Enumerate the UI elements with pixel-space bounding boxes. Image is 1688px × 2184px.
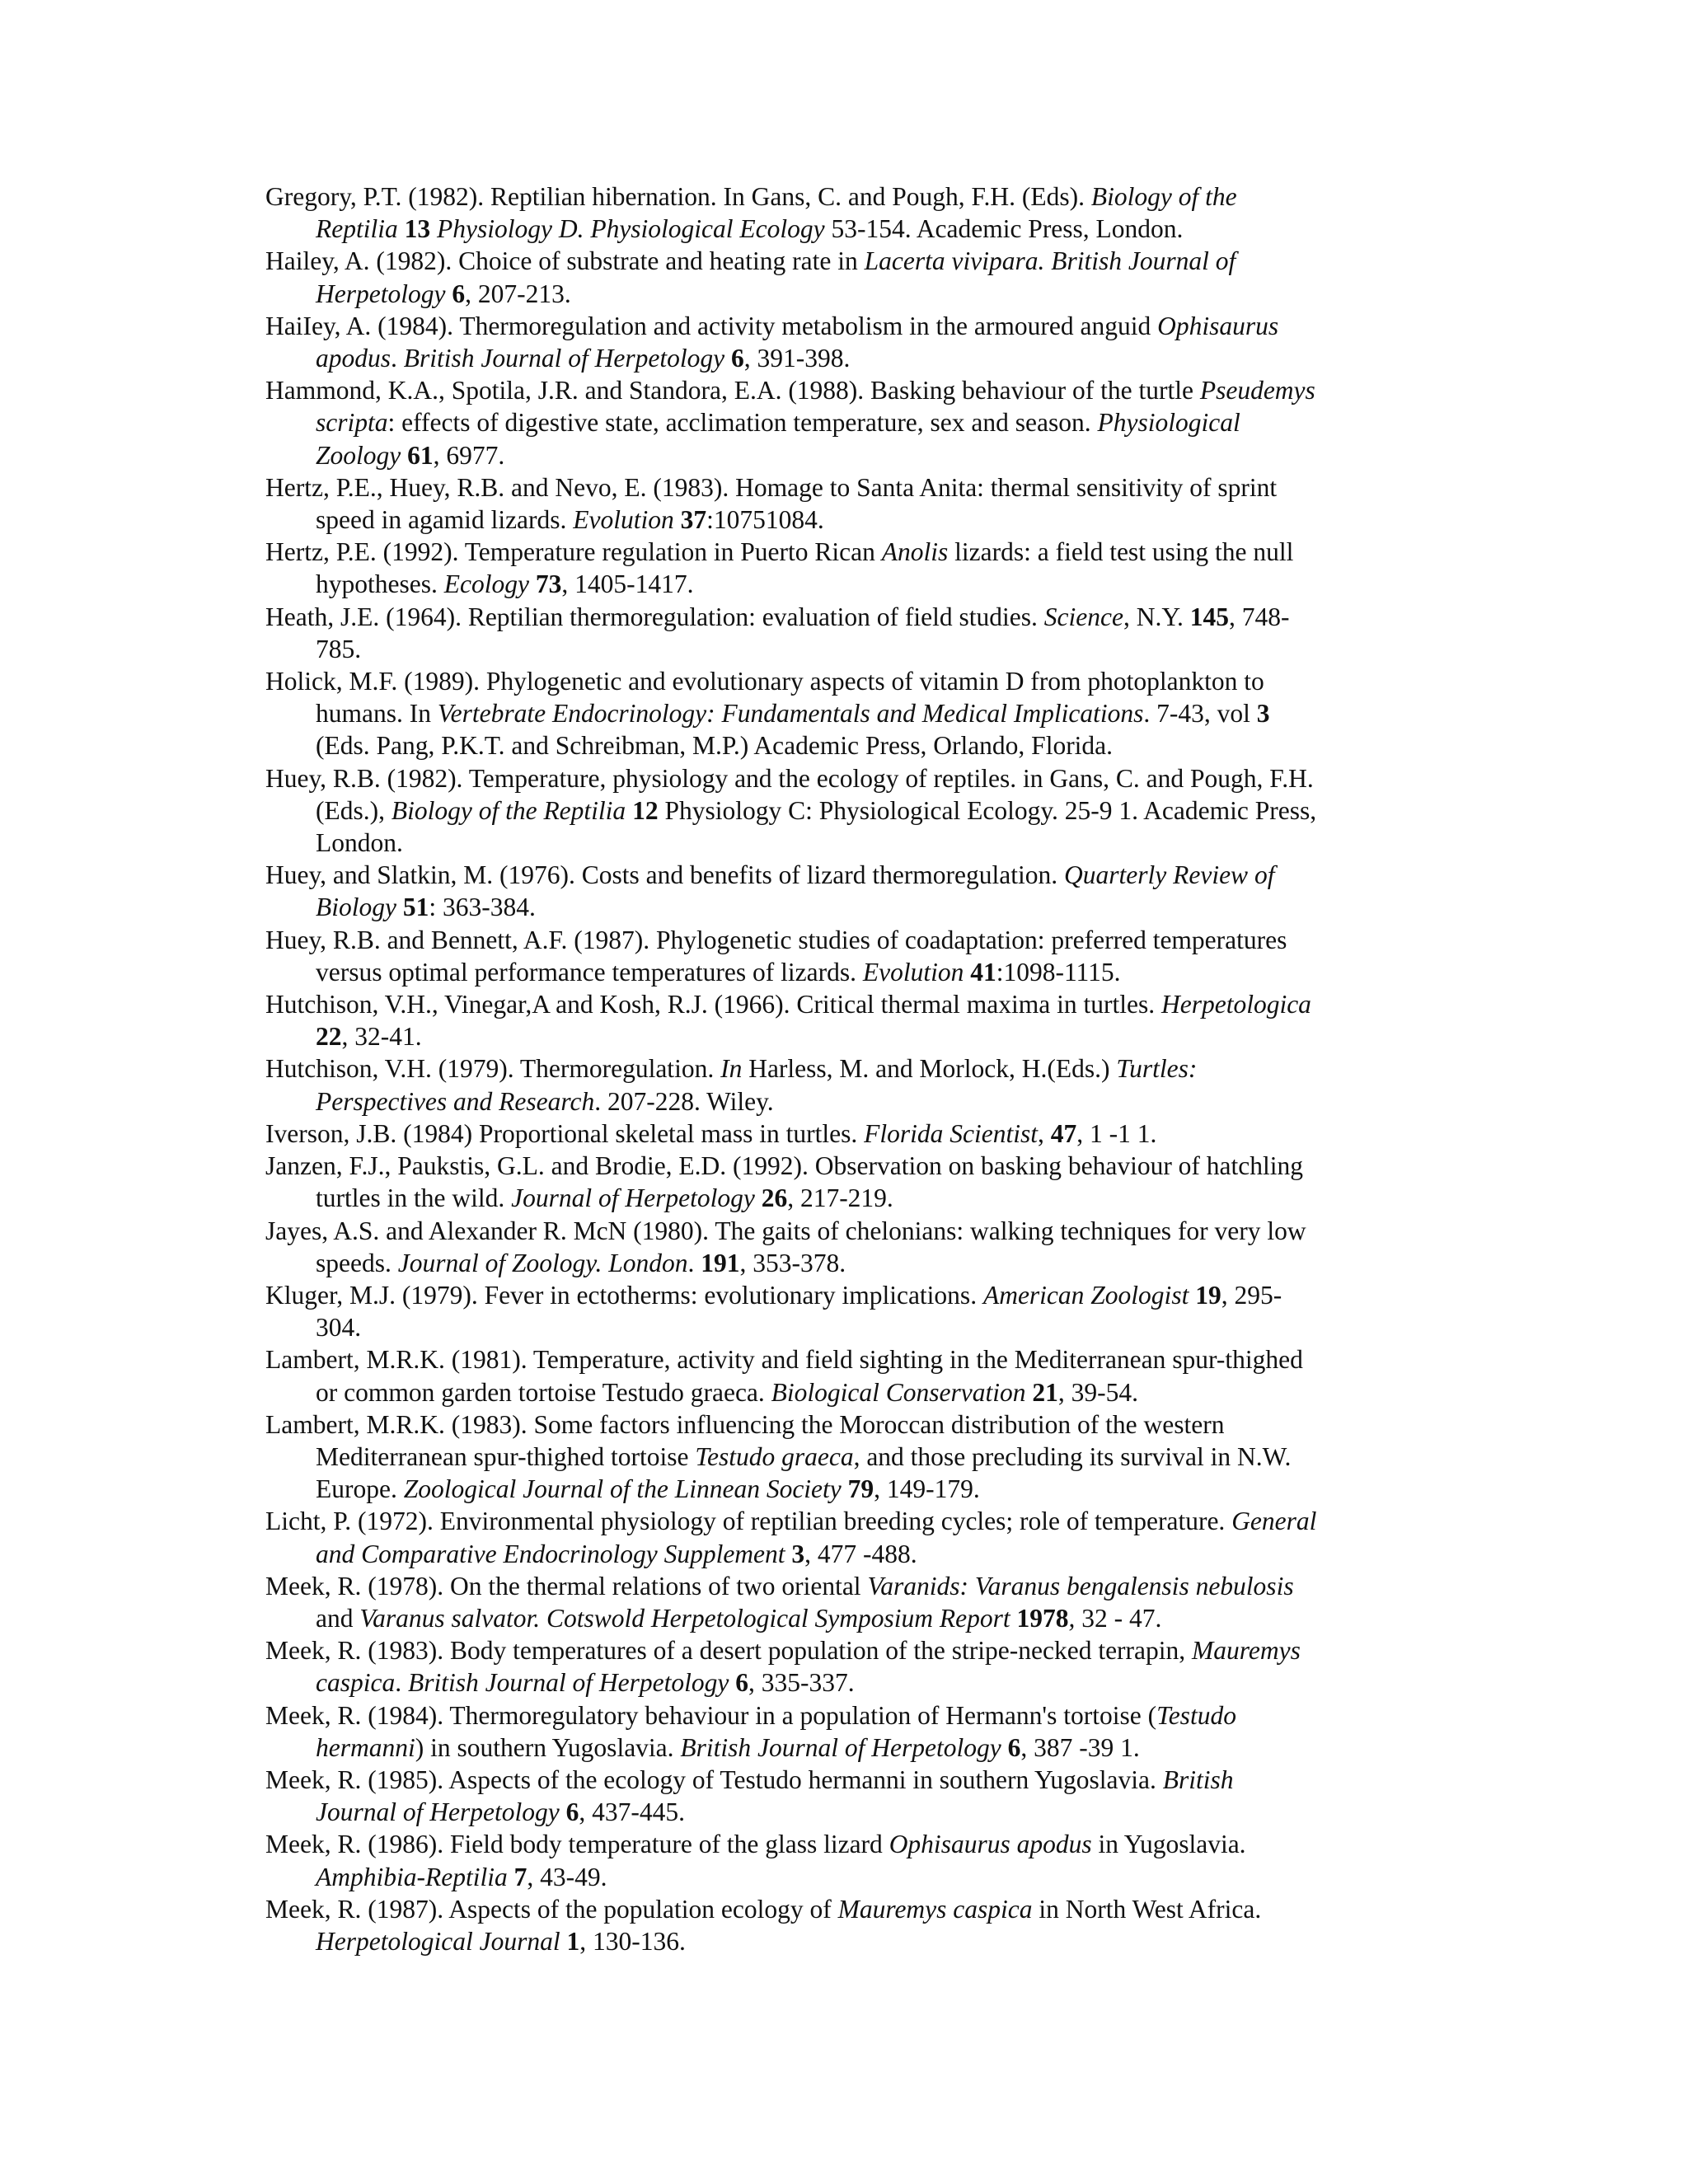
citation-text: (Eds.), bbox=[316, 795, 392, 825]
reference-continuation-line bbox=[265, 1182, 1436, 1214]
reference-first-line bbox=[265, 924, 1436, 956]
italic-text: Reptilia bbox=[316, 214, 398, 244]
citation-text: Hutchison, V.H. (1979). Thermoregulation. bbox=[265, 1054, 721, 1084]
italic-text: Herpetologica bbox=[1160, 990, 1311, 1019]
italic-text: hermanni bbox=[316, 1732, 415, 1762]
reference-continuation-line bbox=[265, 278, 1436, 310]
reference-first-line bbox=[265, 1052, 1436, 1085]
reference-entry bbox=[265, 1150, 1436, 1214]
volume-number: 37 bbox=[680, 505, 707, 535]
citation-text: , 149-179. bbox=[874, 1474, 980, 1504]
reference-first-line bbox=[265, 245, 1436, 277]
citation-text: . 207-228. Wiley. bbox=[594, 1086, 774, 1116]
italic-text: scripta bbox=[316, 408, 388, 438]
reference-continuation-line bbox=[265, 504, 1436, 536]
reference-first-line bbox=[265, 1893, 1436, 1925]
citation-text: hypotheses. bbox=[316, 569, 444, 599]
reference-entry bbox=[265, 1828, 1436, 1892]
reference-first-line bbox=[265, 1634, 1436, 1666]
italic-text: Mauremys caspica bbox=[837, 1894, 1033, 1924]
italic-text: American Zoologist bbox=[982, 1280, 1189, 1310]
citation-text: , 437-445. bbox=[579, 1797, 685, 1827]
italic-text: Zoological Journal of the Linnean Society bbox=[403, 1474, 842, 1504]
citation-text: , 6977. bbox=[433, 440, 505, 470]
citation-text: Hammond, K.A., Spotila, J.R. and Standora, E.A. (1988). Basking behaviour of the turtle bbox=[265, 376, 1200, 405]
reference-first-line bbox=[265, 601, 1436, 633]
italic-text: Florida Scientist bbox=[864, 1118, 1039, 1148]
citation-text: London. bbox=[316, 828, 403, 858]
italic-text: Physiology D. Physiological Ecology bbox=[436, 214, 825, 244]
volume-number: 26 bbox=[761, 1183, 788, 1213]
reference-first-line bbox=[265, 1570, 1436, 1602]
volume-number: 19 bbox=[1195, 1280, 1221, 1310]
reference-continuation-line bbox=[265, 827, 1436, 859]
reference-continuation-line bbox=[265, 1732, 1436, 1764]
reference-entry bbox=[265, 245, 1436, 309]
citation-text: Meek, R. (1978). On the thermal relations of two oriental bbox=[265, 1571, 868, 1601]
reference-entry bbox=[265, 1408, 1436, 1506]
volume-number: 6 bbox=[730, 344, 744, 373]
reference-entry bbox=[265, 536, 1436, 600]
citation-text: , 391-398. bbox=[743, 344, 851, 373]
reference-continuation-line bbox=[265, 729, 1436, 762]
citation-text: turtles in the wild. bbox=[316, 1183, 512, 1213]
italic-text: Journal of Zoology. London bbox=[397, 1248, 688, 1277]
citation-text: , 387 -39 1. bbox=[1020, 1732, 1140, 1762]
volume-number: 6 bbox=[452, 279, 466, 308]
citation-text: 32 - 47. bbox=[1075, 1603, 1162, 1633]
citation-text: Mediterranean spur-thighed tortoise bbox=[316, 1441, 696, 1471]
citation-text: (Eds. Pang, P.K.T. and Schreibman, M.P.) Academic Press, Orlando, Florida. bbox=[316, 731, 1114, 761]
reference-first-line bbox=[265, 1279, 1436, 1311]
citation-text: , and those precluding its survival in N.W. bbox=[853, 1441, 1292, 1471]
reference-continuation-line bbox=[265, 213, 1436, 245]
citation-text: , 130-136. bbox=[579, 1926, 686, 1956]
reference-entry bbox=[265, 762, 1436, 860]
italic-text: Quarterly Review of bbox=[1064, 860, 1275, 890]
citation-text: Harless, M. and Morlock, H.(Eds.) bbox=[742, 1054, 1117, 1084]
citation-text: , 1 -1 1. bbox=[1076, 1118, 1157, 1148]
reference-first-line bbox=[265, 310, 1436, 342]
reference-entry bbox=[265, 471, 1436, 536]
volume-number: 1 bbox=[566, 1926, 580, 1956]
reference-entry bbox=[265, 924, 1436, 988]
reference-first-line bbox=[265, 988, 1436, 1020]
citation-text: Hertz, P.E. (1992). Temperature regulation in Puerto Rican bbox=[265, 537, 882, 567]
reference-continuation-line bbox=[265, 1441, 1436, 1473]
citation-text bbox=[755, 1183, 762, 1212]
citation-text: , 217-219. bbox=[787, 1183, 893, 1213]
reference-continuation-line bbox=[265, 1376, 1436, 1408]
reference-continuation-line bbox=[265, 1473, 1436, 1505]
reference-continuation-line bbox=[265, 633, 1436, 665]
citation-text: HaiIey, A. (1984). Thermoregulation and activity metabolism in the armoured anguid bbox=[265, 311, 1158, 340]
citation-text: Janzen, F.J., Paukstis, G.L. and Brodie, E.D. (1992). Observation on basking behaviour of hatchling bbox=[265, 1151, 1304, 1181]
citation-text: , 295- bbox=[1221, 1280, 1282, 1310]
citation-text: : 363-384. bbox=[429, 893, 536, 922]
citation-text: :1098-1115. bbox=[996, 957, 1121, 987]
citation-text: Jayes, A.S. and Alexander R. McN (1980). The gaits of chelonians: walking techniques for very low bbox=[265, 1216, 1306, 1245]
citation-text bbox=[529, 569, 536, 598]
citation-text: versus optimal performance temperatures of lizards. bbox=[316, 957, 863, 987]
volume-number: 22 bbox=[316, 1022, 342, 1052]
citation-text bbox=[626, 796, 632, 825]
italic-text: Testudo graeca bbox=[695, 1441, 854, 1471]
reference-continuation-line bbox=[265, 956, 1436, 988]
reference-first-line bbox=[265, 665, 1436, 697]
reference-continuation-line bbox=[265, 1602, 1436, 1634]
italic-text: British Journal of Herpetology bbox=[403, 344, 725, 373]
citation-text: , 335-337. bbox=[748, 1668, 855, 1698]
reference-entry bbox=[265, 1764, 1436, 1828]
reference-first-line bbox=[265, 1764, 1436, 1796]
citation-text: speeds. bbox=[316, 1248, 398, 1277]
italic-text: Biology of the Reptilia bbox=[391, 795, 626, 825]
citation-text: Hailey, A. (1982). Choice of substrate and heating rate in bbox=[265, 246, 865, 276]
volume-number: 6 bbox=[735, 1668, 748, 1698]
citation-text: , 353-378. bbox=[739, 1248, 846, 1277]
citation-text: , 43-49. bbox=[527, 1862, 607, 1891]
citation-text: , 207-213. bbox=[465, 279, 571, 308]
italic-text: Ophisaurus apodus bbox=[889, 1830, 1092, 1859]
italic-text: Lacerta vivipara. British Journal of bbox=[864, 246, 1236, 276]
reference-first-line bbox=[265, 536, 1436, 568]
volume-number: 1978 bbox=[1016, 1603, 1069, 1633]
citation-text: in Yugoslavia. bbox=[1091, 1830, 1246, 1859]
citation-text: :10751084. bbox=[706, 505, 824, 535]
reference-entry bbox=[265, 1634, 1436, 1699]
volume-number: 3 bbox=[791, 1539, 805, 1568]
reference-first-line bbox=[265, 1343, 1436, 1376]
reference-entry bbox=[265, 1052, 1436, 1117]
italic-text: Journal of Herpetology bbox=[511, 1183, 755, 1213]
italic-text: Ecology bbox=[443, 569, 529, 599]
reference-continuation-line bbox=[265, 342, 1436, 374]
volume-number: 79 bbox=[847, 1474, 874, 1504]
volume-number: 47 bbox=[1050, 1118, 1077, 1148]
citation-text: in North West Africa. bbox=[1032, 1894, 1262, 1924]
reference-entry bbox=[265, 310, 1436, 374]
citation-text: Iverson, J.B. (1984) Proportional skeletal mass in turtles. bbox=[265, 1118, 865, 1148]
citation-text: Lambert, M.R.K. (1983). Some factors influencing the Moroccan distribution of the western bbox=[265, 1409, 1225, 1439]
volume-number: 21 bbox=[1032, 1377, 1058, 1407]
reference-continuation-line bbox=[265, 1925, 1436, 1957]
volume-number: 13 bbox=[404, 214, 431, 244]
reference-continuation-line bbox=[265, 568, 1436, 600]
citation-text: 785. bbox=[316, 634, 362, 663]
italic-text: British Journal of Herpetology bbox=[407, 1668, 729, 1698]
reference-entry bbox=[265, 1893, 1436, 1957]
citation-text: Meek, R. (1986). Field body temperature of the glass lizard bbox=[265, 1830, 889, 1859]
citation-text bbox=[1001, 1733, 1008, 1762]
citation-text bbox=[401, 441, 407, 470]
citation-text: . bbox=[687, 1248, 701, 1277]
citation-text: Lambert, M.R.K. (1981). Temperature, activity and field sighting in the Mediterranean spur-thighed bbox=[265, 1345, 1303, 1375]
citation-text: Hutchison, V.H., Vinegar,A and Kosh, R.J. (1966). Critical thermal maxima in turtles. bbox=[265, 990, 1161, 1019]
italic-text: Testudo bbox=[1156, 1700, 1236, 1730]
italic-text: British bbox=[1162, 1765, 1234, 1794]
italic-text: Anolis bbox=[881, 537, 949, 567]
reference-list bbox=[265, 180, 1436, 1957]
italic-text: Mauremys bbox=[1192, 1636, 1301, 1666]
reference-first-line bbox=[265, 1699, 1436, 1732]
reference-continuation-line bbox=[265, 891, 1436, 923]
reference-entry bbox=[265, 1699, 1436, 1764]
italic-text: Amphibia-Reptilia bbox=[316, 1862, 508, 1891]
italic-text: Evolution bbox=[862, 957, 964, 987]
reference-entry bbox=[265, 1343, 1436, 1408]
citation-text: , bbox=[1038, 1118, 1051, 1148]
citation-text: ) in southern Yugoslavia. bbox=[415, 1732, 681, 1762]
citation-text: Europe. bbox=[316, 1474, 404, 1504]
citation-text: . 7-43, vol bbox=[1143, 699, 1257, 729]
volume-number: 3 bbox=[1256, 699, 1270, 729]
reference-continuation-line bbox=[265, 1020, 1436, 1052]
reference-entry bbox=[265, 1570, 1436, 1634]
italic-text: Ophisaurus bbox=[1157, 311, 1279, 340]
citation-text: Huey, and Slatkin, M. (1976). Costs and benefits of lizard thermoregulation. bbox=[265, 860, 1065, 890]
citation-text: . bbox=[391, 344, 404, 373]
italic-text: Turtles: bbox=[1116, 1054, 1198, 1084]
volume-number: 6 bbox=[1007, 1732, 1021, 1762]
italic-text: Evolution bbox=[573, 505, 674, 535]
reference-continuation-line bbox=[265, 1861, 1436, 1893]
volume-number: 145 bbox=[1189, 602, 1230, 631]
reference-first-line bbox=[265, 1505, 1436, 1537]
citation-text bbox=[560, 1797, 566, 1826]
reference-entry bbox=[265, 180, 1436, 245]
reference-first-line bbox=[265, 180, 1436, 213]
reference-continuation-line bbox=[265, 1538, 1436, 1570]
reference-entry bbox=[265, 1279, 1436, 1343]
citation-text: 304. bbox=[316, 1313, 362, 1343]
citation-text: and bbox=[316, 1603, 360, 1633]
reference-first-line bbox=[265, 1150, 1436, 1182]
reference-entry bbox=[265, 665, 1436, 762]
citation-text: Meek, R. (1985). Aspects of the ecology of Testudo hermanni in southern Yugoslavia. bbox=[265, 1765, 1163, 1794]
citation-text: Heath, J.E. (1964). Reptilian thermoregulation: evaluation of field studies. bbox=[265, 602, 1044, 631]
reference-first-line bbox=[265, 1215, 1436, 1247]
volume-number: 73 bbox=[535, 569, 562, 599]
reference-entry bbox=[265, 1215, 1436, 1279]
citation-text: , 1405-1417. bbox=[561, 569, 694, 599]
volume-number: 61 bbox=[407, 440, 434, 470]
citation-text: speed in agamid lizards. bbox=[316, 505, 574, 535]
italic-text: Herpetology bbox=[316, 279, 446, 308]
reference-entry bbox=[265, 601, 1436, 665]
citation-text bbox=[398, 214, 405, 243]
reference-continuation-line bbox=[265, 1085, 1436, 1118]
reference-continuation-line bbox=[265, 1311, 1436, 1343]
reference-continuation-line bbox=[265, 406, 1436, 438]
citation-text: Huey, R.B. (1982). Temperature, physiology and the ecology of reptiles. in Gans, C. and Pough, F.H. bbox=[265, 763, 1314, 793]
volume-number: 7 bbox=[513, 1862, 528, 1891]
volume-number: 6 bbox=[565, 1797, 579, 1827]
reference-first-line bbox=[265, 1118, 1436, 1150]
citation-text: Holick, M.F. (1989). Phylogenetic and evolutionary aspects of vitamin D from photoplankton to bbox=[265, 667, 1264, 696]
italic-text: Perspectives and Research bbox=[316, 1086, 595, 1116]
citation-text: Kluger, M.J. (1979). Fever in ectotherms: evolutionary implications. bbox=[265, 1280, 983, 1310]
citation-text: 53-154. Academic Press, London. bbox=[824, 214, 1184, 244]
citation-text: , 477 -488. bbox=[804, 1539, 917, 1568]
reference-continuation-line bbox=[265, 1666, 1436, 1699]
citation-text: or common garden tortoise Testudo graeca. bbox=[316, 1377, 771, 1407]
italic-text: and Comparative Endocrinology Supplement bbox=[316, 1539, 785, 1568]
citation-text: , N.Y. bbox=[1123, 602, 1190, 631]
reference-first-line bbox=[265, 1828, 1436, 1860]
citation-text: lizards: a field test using the null bbox=[948, 537, 1294, 567]
italic-text: Herpetological Journal bbox=[316, 1926, 560, 1956]
italic-text: Biology bbox=[316, 893, 396, 922]
italic-text: Varanus salvator. Cotswold Herpetological Symposium Report bbox=[359, 1603, 1010, 1633]
citation-text: Hertz, P.E., Huey, R.B. and Nevo, E. (1983). Homage to Santa Anita: thermal sensitivity of sprint bbox=[265, 472, 1278, 502]
citation-text bbox=[508, 1863, 514, 1891]
reference-entry bbox=[265, 859, 1436, 923]
volume-number: 12 bbox=[632, 795, 659, 825]
citation-text bbox=[724, 344, 731, 373]
italic-text: Science bbox=[1043, 602, 1123, 631]
italic-text: British Journal of Herpetology bbox=[680, 1732, 1001, 1762]
citation-text: Gregory, P.T. (1982). Reptilian hibernation. In Gans, C. and Pough, F.H. (Eds). bbox=[265, 182, 1091, 211]
italic-text: Biology of the bbox=[1090, 182, 1237, 211]
citation-text: , 39-54. bbox=[1057, 1377, 1139, 1407]
reference-entry bbox=[265, 374, 1436, 471]
reference-continuation-line bbox=[265, 697, 1436, 729]
citation-text: , 32-41. bbox=[341, 1022, 422, 1052]
italic-text: Journal of Herpetology bbox=[316, 1797, 560, 1827]
reference-continuation-line bbox=[265, 1796, 1436, 1828]
reference-continuation-line bbox=[265, 1247, 1436, 1279]
italic-text: Varanids: Varanus bengalensis nebulosis bbox=[867, 1571, 1294, 1601]
reference-entry bbox=[265, 1118, 1436, 1150]
italic-text: Physiological bbox=[1097, 408, 1240, 438]
citation-text: Licht, P. (1972). Environmental physiology of reptilian breeding cycles; role of temperature. bbox=[265, 1507, 1232, 1536]
reference-first-line bbox=[265, 1408, 1436, 1441]
italic-text: apodus bbox=[316, 344, 392, 373]
citation-text: , 748- bbox=[1229, 602, 1290, 631]
italic-text: Vertebrate Endocrinology: Fundamentals and Medical Implications bbox=[437, 699, 1144, 729]
volume-number: 191 bbox=[701, 1248, 740, 1277]
italic-text: Pseudemys bbox=[1199, 376, 1315, 405]
reference-first-line bbox=[265, 471, 1436, 504]
italic-text: General bbox=[1231, 1507, 1317, 1536]
citation-text: Meek, R. (1983). Body temperatures of a desert population of the stripe-necked terrapin, bbox=[265, 1636, 1193, 1666]
citation-text: : effects of digestive state, acclimation temperature, sex and season. bbox=[387, 408, 1098, 438]
volume-number: 41 bbox=[970, 957, 996, 987]
citation-text: Meek, R. (1984). Thermoregulatory behaviour in a population of Hermann's tortoise ( bbox=[265, 1700, 1157, 1730]
italic-text: In bbox=[720, 1054, 743, 1084]
reference-first-line bbox=[265, 762, 1436, 794]
citation-text: Meek, R. (1987). Aspects of the population ecology of bbox=[265, 1894, 838, 1924]
citation-text: . bbox=[395, 1668, 408, 1698]
reference-entry bbox=[265, 988, 1436, 1052]
reference-first-line bbox=[265, 859, 1436, 891]
reference-entry bbox=[265, 1505, 1436, 1569]
citation-text bbox=[842, 1474, 848, 1503]
reference-first-line bbox=[265, 374, 1436, 406]
italic-text: , bbox=[1068, 1603, 1076, 1633]
reference-continuation-line bbox=[265, 439, 1436, 471]
volume-number: 51 bbox=[402, 893, 429, 922]
citation-text: Huey, R.B. and Bennett, A.F. (1987). Phylogenetic studies of coadaptation: preferred temperatures bbox=[265, 925, 1287, 954]
citation-text bbox=[674, 505, 681, 534]
citation-text bbox=[396, 893, 403, 921]
reference-continuation-line bbox=[265, 794, 1436, 827]
citation-text: Physiology C: Physiological Ecology. 25-9 1. Academic Press, bbox=[658, 795, 1317, 825]
italic-text: Zoology bbox=[316, 440, 401, 470]
citation-text bbox=[430, 214, 437, 243]
italic-text: caspica bbox=[316, 1668, 396, 1698]
italic-text: Biological Conservation bbox=[771, 1377, 1026, 1407]
citation-text: humans. In bbox=[316, 699, 438, 729]
